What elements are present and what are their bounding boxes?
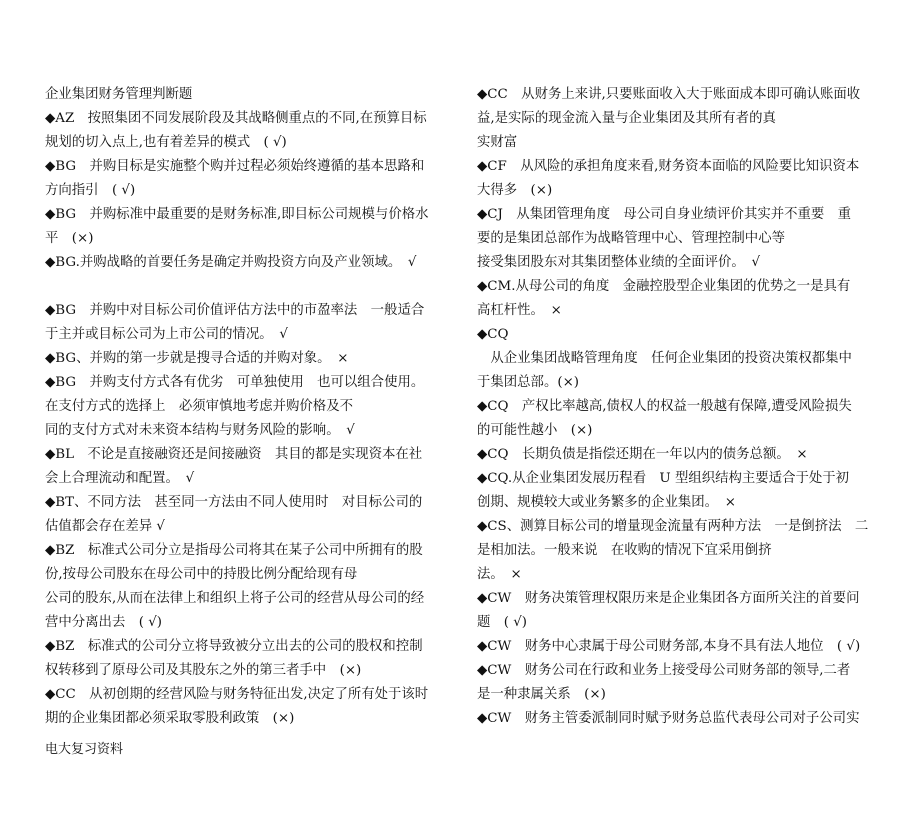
left-text-line: ◆BG 并购目标是实施整个购并过程必须始终遵循的基本思路和 xyxy=(45,159,425,174)
left-text-line: ◆BG.并购战略的首要任务是确定并购投资方向及产业领域。 √ xyxy=(45,255,417,270)
left-text-line: 估值都会存在差异 √ xyxy=(45,519,165,534)
left-text-line: 平 (×) xyxy=(45,231,94,246)
left-text-line: 规划的切入点上,也有着差异的模式 ( √) xyxy=(45,135,287,150)
left-text-line: 权转移到了原母公司及其股东之外的第三者手中 (×) xyxy=(45,663,362,678)
right-text-line: 大得多 (×) xyxy=(477,183,553,198)
right-text-line: ◆CW 财务决策管理权限历来是企业集团各方面所关注的首要问 xyxy=(477,591,860,606)
right-text-line: 是一种隶属关系 (×) xyxy=(477,687,606,702)
right-text-line: ◆CW 财务主管委派制同时赋予财务总监代表母公司对子公司实 xyxy=(477,711,860,726)
left-text-line: 企业集团财务管理判断题 xyxy=(45,87,193,102)
left-text-line: 会上合理流动和配置。 √ xyxy=(45,471,195,486)
right-text-line: ◆CQ 长期负债是指偿还期在一年以内的债务总额。 × xyxy=(477,447,808,462)
left-text-line: ◆BL 不论是直接融资还是间接融资 其目的都是实现资本在社 xyxy=(45,447,423,462)
right-text-line: 题 ( √) xyxy=(477,615,528,630)
right-text-line: 是相加法。一般来说 在收购的情况下宜采用倒挤 xyxy=(477,543,772,558)
right-text-line: ◆CW 财务中心隶属于母公司财务部,本身不具有法人地位 ( √) xyxy=(477,639,861,654)
left-blank-line xyxy=(45,275,445,299)
right-text-line: 高杠杆性。 × xyxy=(477,303,562,318)
right-text-line: ◆CW 财务公司在行政和业务上接受母公司财务部的领导,二者 xyxy=(477,663,851,678)
right-text-line: 从企业集团战略管理角度 任何企业集团的投资决策权都集中 xyxy=(477,351,852,366)
left-text-line: ◆BG 并购支付方式各有优劣 可单独使用 也可以组合使用。 xyxy=(45,375,425,390)
left-text-line: 公司的股东,从而在法律上和组织上将子公司的经营从母公司的经 xyxy=(45,591,425,606)
right-text-line: 实财富 xyxy=(477,135,518,150)
right-text-line: ◆CF 从风险的承担角度来看,财务资本面临的风险要比知识资本 xyxy=(477,159,860,174)
left-text-line: ◆BG 并购标准中最重要的是财务标准,即目标公司规模与价格水 xyxy=(45,207,429,222)
right-text-line: ◆CC 从财务上来讲,只要账面收入大于账面成本即可确认账面收 xyxy=(477,87,861,102)
left-text-line: ◆CC 从初创期的经营风险与财务特征出发,决定了所有处于该时 xyxy=(45,687,429,702)
right-text-line: 益,是实际的现金流入量与企业集团及其所有者的真 xyxy=(477,111,776,126)
left-text-line: ◆BG 并购中对目标公司价值评估方法中的市盈率法 一般适合 xyxy=(45,303,425,318)
left-text-line: 方向指引 ( √) xyxy=(45,183,136,198)
left-text-line: 营中分离出去 ( √) xyxy=(45,615,162,630)
page-footer: 电大复习资料 xyxy=(45,742,124,757)
left-text-line: 份,按母公司股东在母公司中的持股比例分配给现有母 xyxy=(45,567,358,582)
right-text-line: 的可能性越小 (×) xyxy=(477,423,593,438)
right-text-line: 法。 × xyxy=(477,567,522,582)
left-text-line: 同的支付方式对未来资本结构与财务风险的影响。 √ xyxy=(45,423,355,438)
left-column xyxy=(45,83,445,731)
left-text-line: 于主并或目标公司为上市公司的情况。 √ xyxy=(45,327,288,342)
right-text-line: ◆CQ 产权比率越高,债权人的权益一般越有保障,遭受风险损失 xyxy=(477,399,852,414)
right-text-line: 要的是集团总部作为战略管理中心、管理控制中心等 xyxy=(477,231,785,246)
left-text-line: ◆BZ 标准式的公司分立将导致被分立出去的公司的股权和控制 xyxy=(45,639,423,654)
left-text-line: ◆AZ 按照集团不同发展阶段及其战略侧重点的不同,在预算目标 xyxy=(45,111,427,126)
right-text-line: 创期、规模较大或业务繁多的企业集团。 × xyxy=(477,495,736,510)
right-text-line: ◆CQ xyxy=(477,327,509,342)
left-text-line: ◆BG、并购的第一步就是搜寻合适的并购对象。 × xyxy=(45,351,349,366)
right-text-line: ◆CM.从母公司的角度 金融控股型企业集团的优势之一是具有 xyxy=(477,279,851,294)
right-text-line: ◆CQ.从企业集团发展历程看 U 型组织结构主要适合于处于初 xyxy=(477,471,850,486)
left-text-line: ◆BT、不同方法 甚至同一方法由不同人使用时 对目标公司的 xyxy=(45,495,423,510)
right-text-line: ◆CS、测算目标公司的增量现金流量有两种方法 一是倒挤法 二 xyxy=(477,519,869,534)
right-column xyxy=(477,83,879,731)
right-text-line: 于集团总部。(×) xyxy=(477,375,580,390)
left-text-line: 在支付方式的选择上 必须审慎地考虑并购价格及不 xyxy=(45,399,353,414)
right-text-line: 接受集团股东对其集团整体业绩的全面评价。 √ xyxy=(477,255,761,270)
right-text-line: ◆CJ 从集团管理角度 母公司自身业绩评价其实并不重要 重 xyxy=(477,207,852,222)
left-text-line: 期的企业集团都必须采取零股利政策 (×) xyxy=(45,711,295,726)
left-text-line: ◆BZ 标准式公司分立是指母公司将其在某子公司中所拥有的股 xyxy=(45,543,423,558)
